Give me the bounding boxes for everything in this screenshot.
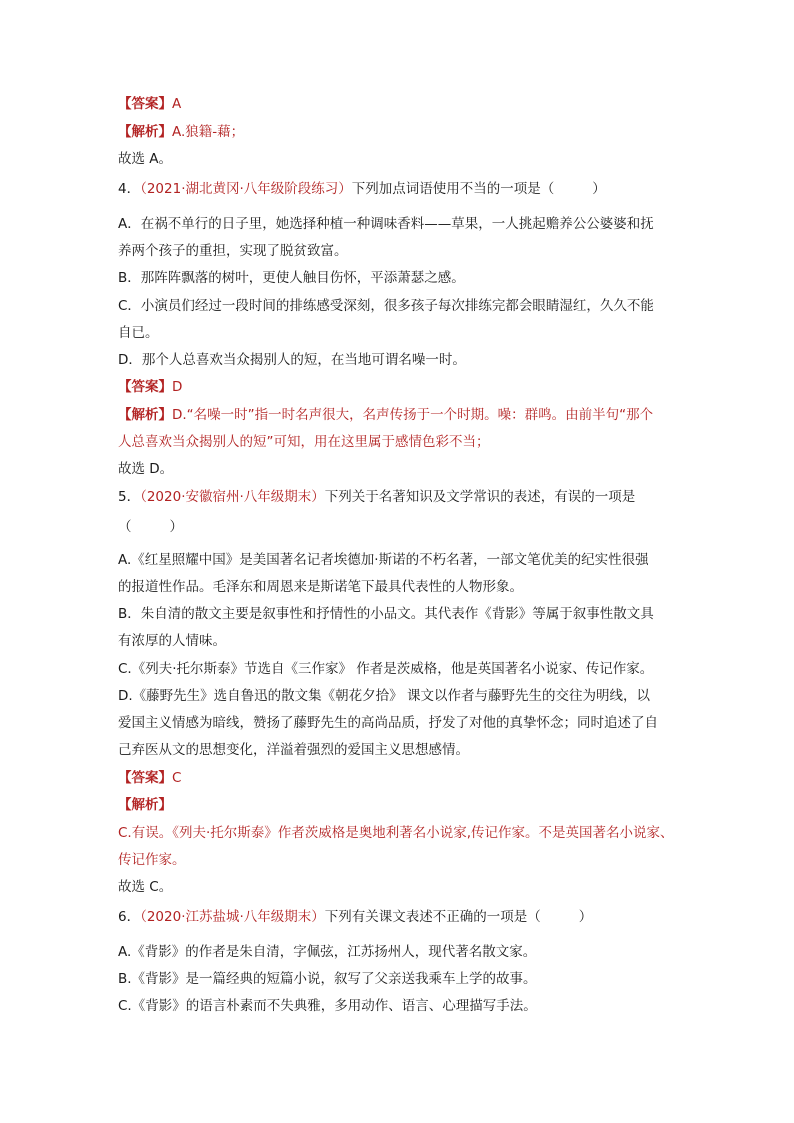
q5-analysis-text: C.有误。《列夫·托尔斯泰》作者茨威格是奥地利著名小说家,传记作家。不是英国著名小说家、	[118, 825, 674, 841]
q4-conclusion: 故选 D。	[118, 461, 174, 477]
answer-value: C	[172, 770, 182, 786]
question-text: 下列有关课文表述不正确的一项是（	[324, 909, 541, 925]
q5-option-a-cont: 的报道性作品。毛泽东和周恩来是斯诺笔下最具代表性的人物形象。	[118, 579, 523, 595]
answer-label: 【答案】	[118, 770, 172, 786]
question-text: 下列加点词语使用不当的一项是（	[351, 181, 555, 197]
q5-analysis-label: 【解析】	[118, 797, 172, 813]
analysis-label: 【解析】	[118, 124, 172, 140]
q4-option-c: C．小演员们经过一段时间的排练感受深刻，很多孩子每次排练完都会眼睛湿红，久久不能	[118, 298, 654, 314]
q3-analysis	[118, 123, 244, 141]
question-number: 4．	[118, 181, 141, 197]
q5-option-b-cont: 有浓厚的人情味。	[118, 633, 226, 649]
q5-option-d-cont: 爱国主义情感为暗线，赞扬了藤野先生的高尚品质，抒发了对他的真挚怀念；同时追述了自	[118, 715, 658, 731]
q4-option-a: A．在祸不单行的日子里，她选择种植一种调味香料——草果，一人挑起赡养公公婆婆和抚	[118, 216, 654, 232]
q4-option-a-cont: 养两个孩子的重担，实现了脱贫致富。	[118, 243, 348, 259]
question-text: 下列关于名著知识及文学常识的表述，有误的一项是	[324, 489, 636, 505]
q4-analysis-cont: 人总喜欢当众揭别人的短”可知，用在这里属于感情色彩不当；	[118, 434, 490, 450]
question-source: （2020·安徽宿州·八年级期末）	[140, 489, 325, 505]
q5-option-d-cont2: 己弃医从文的思想变化，洋溢着强烈的爱国主义思想感情。	[118, 742, 469, 758]
analysis-label: 【解析】	[118, 407, 172, 423]
question-number: 5．	[118, 489, 141, 505]
q5-option-a: A.《红星照耀中国》是美国著名记者埃德加·斯诺的不朽名著，一部文笔优美的纪实性很强	[118, 552, 649, 568]
q6-option-b: B.《背影》是一篇经典的短篇小说，叙写了父亲送我乘车上学的故事。	[118, 971, 537, 987]
answer-value: A	[172, 96, 182, 112]
q6-option-c: C.《背影》的语言朴素而不失典雅，多用动作、语言、心理描写手法。	[118, 998, 537, 1014]
q5-option-d: D.《藤野先生》选自鲁迅的散文集《朝花夕拾》 课文以作者与藤野先生的交往为明线，以	[118, 688, 650, 704]
answer-label: 【答案】	[118, 379, 172, 395]
q4-analysis	[118, 406, 653, 424]
question-source: （2020·江苏盐城·八年级期末）	[140, 909, 325, 925]
q5-stem	[118, 488, 635, 506]
q4-option-c-cont: 自已。	[118, 325, 159, 341]
q5-option-b: B．朱自清的散文主要是叙事性和抒情性的小品文。其代表作《背影》等属于叙事性散文具	[118, 606, 654, 622]
question-number: 6．	[118, 909, 141, 925]
q5-answer-blank: （ ）	[118, 519, 183, 535]
q5-option-c: C.《列夫·托尔斯泰》节选自《三作家》 作者是茨威格，他是英国著名小说家、传记作家。	[118, 661, 654, 677]
q5-conclusion: 故选 C。	[118, 879, 173, 895]
q5-answer	[118, 769, 181, 787]
answer-label: 【答案】	[118, 96, 172, 112]
q4-option-d: D．那个人总喜欢当众揭别人的短，在当地可谓名噪一时。	[118, 352, 466, 368]
q5-analysis-cont: 传记作家。	[118, 852, 186, 868]
q6-stem: 6．（2020·江苏盐城·八年级期末）下列有关课文表述不正确的一项是（ ）	[118, 909, 593, 925]
analysis-text: A.狼籍-藉；	[172, 124, 245, 140]
q4-option-b: B．那阵阵飘落的树叶，更使人触目伤怀，平添萧瑟之感。	[118, 270, 465, 286]
answer-value: D	[172, 379, 183, 395]
q4-answer	[118, 378, 182, 396]
analysis-text: D.“名噪一时”指一时名声很大，名声传扬于一个时期。噪：群鸣。由前半句“那个	[172, 407, 654, 423]
q3-answer	[118, 95, 181, 113]
q4-stem: 4．（2021·湖北黄冈·八年级阶段练习）下列加点词语使用不当的一项是（ ）	[118, 181, 606, 197]
question-source: （2021·湖北黄冈·八年级阶段练习）	[140, 181, 352, 197]
q3-conclusion: 故选 A。	[118, 151, 173, 167]
q6-option-a: A.《背影》的作者是朱自清，字佩弦，江苏扬州人，现代著名散文家。	[118, 944, 537, 960]
